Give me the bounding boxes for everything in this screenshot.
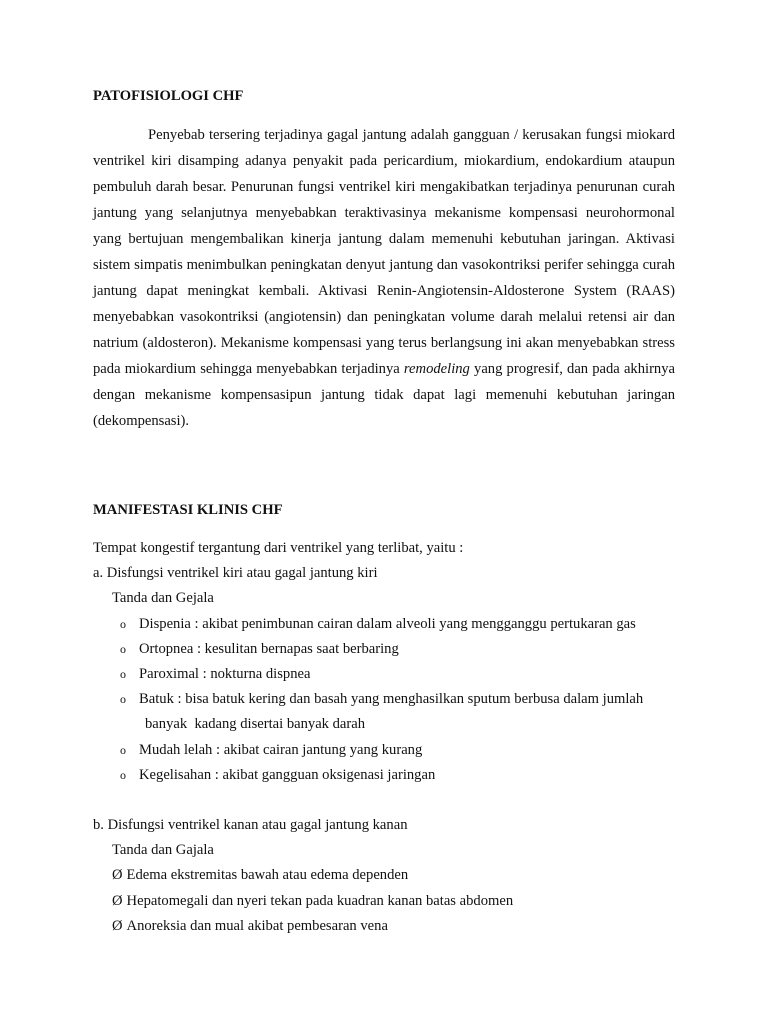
manifestasi-intro: Tempat kongestif tergantung dari ventrikel yang terlibat, yaitu : xyxy=(93,540,464,556)
list-item-text: Kegelisahan : akibat gangguan oksigenasi jaringan xyxy=(139,766,436,783)
circle-bullet-icon: o xyxy=(120,641,126,656)
spacer xyxy=(93,788,675,813)
list-item-continuation: banyak kadang disertai banyak darah xyxy=(145,716,366,733)
list-item xyxy=(93,914,675,939)
left-symptoms-subheading: Tanda dan Gejala xyxy=(112,590,214,607)
section-title-manifestasi: MANIFESTASI KLINIS CHF xyxy=(93,502,283,518)
arrow-bullet-icon: Ø xyxy=(112,892,123,909)
list-item-text: Hepatomegali dan nyeri tekan pada kuadran kanan batas abdomen xyxy=(126,892,514,909)
list-item xyxy=(93,863,675,888)
patofisiologi-paragraph xyxy=(93,122,675,434)
list-item xyxy=(93,687,675,737)
list-item xyxy=(93,889,675,914)
left-failure-heading: a. Disfungsi ventrikel kiri atau gagal jantung kiri xyxy=(93,565,378,582)
list-item-text: Paroximal : nokturna dispnea xyxy=(139,665,311,682)
document-page xyxy=(93,84,675,934)
list-item xyxy=(93,637,675,662)
paragraph-text-end: yang progresif, dan pada akhirnya dengan mekanisme kompensasipun jantung tidak dapat lagi memenuhi kebutuhan jaringan (dekompensasi). xyxy=(93,361,675,429)
manifestasi-content xyxy=(93,536,675,939)
list-item xyxy=(93,612,675,637)
circle-bullet-icon: o xyxy=(120,616,126,631)
right-symptoms-subheading: Tanda dan Gajala xyxy=(112,842,214,859)
circle-bullet-icon: o xyxy=(120,692,126,707)
right-failure-heading: b. Disfungsi ventrikel kanan atau gagal jantung kanan xyxy=(93,817,408,834)
section-title-patofisiologi: PATOFISIOLOGI CHF xyxy=(93,88,244,104)
list-item-text: Ortopnea : kesulitan bernapas saat berbaring xyxy=(139,640,399,657)
paragraph-italic-term: remodeling xyxy=(403,361,470,377)
list-item-text: Anoreksia dan mual akibat pembesaran vena xyxy=(126,917,388,934)
circle-bullet-icon: o xyxy=(120,742,126,757)
list-item-text: Batuk : bisa batuk kering dan basah yang menghasilkan sputum berbusa dalam jumlah xyxy=(139,691,644,708)
list-item xyxy=(93,763,675,788)
paragraph-text-main: Penyebab tersering terjadinya gagal jantung adalah gangguan / kerusakan fungsi miokard ventrikel kiri disamping adanya penyakit pada pericardium, miokardium, endokardium ataupun pembuluh darah besar. Penurunan fungsi ventrikel kiri mengakibatkan terjadinya penurunan curah jantung yang selanjutnya menyebabkan teraktivasinya mekanisme kompensasi neurohormonal yang bertujuan mengembalikan kinerja jantung dalam memenuhi kebutuhan jaringan. Aktivasi sistem simpatis menimbulkan peningkatan denyut jantung dan vasokontriksi perifer sehingga curah jantung dapat meningkat kembali. Aktivasi Renin-Angiotensin-Aldosterone System (RAAS) menyebabkan vasokontriksi (angiotensin) dan peningkatan volume darah melalui retensi air dan natrium (aldosteron). Mekanisme kompensasi yang terus berlangsung ini akan menyebabkan stress pada miokardium sehingga menyebabkan terjadinya xyxy=(93,127,675,377)
list-item-text: Dispenia : akibat penimbunan cairan dalam alveoli yang mengganggu pertukaran gas xyxy=(139,615,636,632)
arrow-bullet-icon: Ø xyxy=(112,917,123,934)
list-item xyxy=(93,738,675,763)
circle-bullet-icon: o xyxy=(120,666,126,681)
circle-bullet-icon: o xyxy=(120,767,126,782)
list-item xyxy=(93,662,675,687)
list-item-text: Edema ekstremitas bawah atau edema dependen xyxy=(126,867,409,884)
list-item-text: Mudah lelah : akibat cairan jantung yang kurang xyxy=(139,741,423,758)
arrow-bullet-icon: Ø xyxy=(112,867,123,884)
